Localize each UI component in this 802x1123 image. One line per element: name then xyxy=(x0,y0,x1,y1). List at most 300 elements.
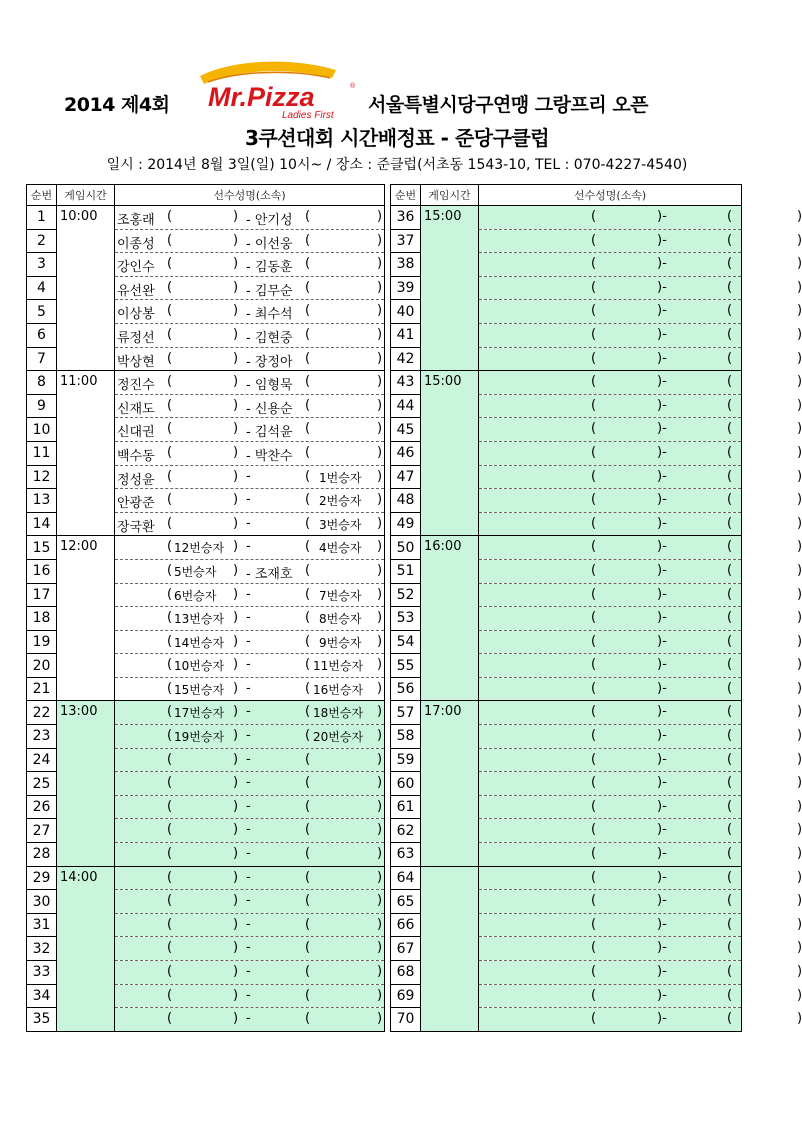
player-b-note: 2번승자 xyxy=(319,494,362,509)
paren-open: ( xyxy=(167,539,173,555)
players-cell xyxy=(115,701,385,725)
match-number: 53 xyxy=(391,607,421,631)
table-row xyxy=(391,371,742,395)
player-a-note: 15번승자 xyxy=(174,682,225,697)
paren-open: ( xyxy=(727,657,733,673)
paren-close: )- xyxy=(657,232,667,248)
paren-open: ( xyxy=(167,397,173,413)
paren-close: ) xyxy=(797,680,802,696)
paren-close: )- xyxy=(657,657,667,673)
paren-open: ( xyxy=(167,822,173,838)
player-b-name: - xyxy=(246,728,251,744)
player-b-name: - xyxy=(246,680,251,696)
player-b-name: - xyxy=(246,893,251,909)
paren-open: ( xyxy=(727,397,733,413)
paren-open: ( xyxy=(305,397,311,413)
paren-open: ( xyxy=(727,822,733,838)
paren-close: ) xyxy=(233,326,239,342)
player-a-name: 유선완 xyxy=(117,283,155,299)
player-a-name: 신재도 xyxy=(117,401,155,417)
paren-close: ) xyxy=(233,987,239,1003)
svg-text:Mr.Pizza: Mr.Pizza xyxy=(208,82,315,112)
player-b-name: - xyxy=(246,657,251,673)
paren-open: ( xyxy=(727,775,733,791)
paren-open: ( xyxy=(591,1011,597,1027)
player-a-name: 백수동 xyxy=(117,448,155,464)
paren-close: ) xyxy=(377,728,383,744)
player-b-note: 16번승자 xyxy=(313,682,364,697)
players-cell xyxy=(115,607,385,631)
paren-open: ( xyxy=(727,869,733,885)
game-time: 16:00 xyxy=(421,536,479,701)
match-number: 38 xyxy=(391,253,421,277)
players-cell xyxy=(115,890,385,914)
player-a-name: 안광준 xyxy=(117,496,155,512)
paren-close: )- xyxy=(657,326,667,342)
paren-close: )- xyxy=(657,728,667,744)
paren-close: ) xyxy=(797,209,802,224)
player-a-name: 장국환 xyxy=(117,519,155,535)
players-cell xyxy=(115,795,385,819)
paren-close: ) xyxy=(233,515,239,531)
paren-close: ) xyxy=(233,916,239,932)
paren-open: ( xyxy=(591,586,597,602)
paren-close: )- xyxy=(657,1011,667,1027)
match-number: 2 xyxy=(27,229,57,253)
table-row xyxy=(391,701,742,725)
paren-open: ( xyxy=(727,704,733,720)
match-number: 44 xyxy=(391,394,421,418)
paren-close: ) xyxy=(233,657,239,673)
paren-open: ( xyxy=(591,303,597,319)
table-row xyxy=(391,206,742,230)
paren-open: ( xyxy=(305,633,311,649)
paren-open: ( xyxy=(727,610,733,626)
player-b-name: - xyxy=(246,610,251,626)
paren-close: ) xyxy=(377,680,383,696)
players-cell xyxy=(479,984,802,1008)
paren-close: ) xyxy=(797,940,802,956)
player-a-name: 정성윤 xyxy=(117,472,155,488)
paren-close: ) xyxy=(797,822,802,838)
players-cell xyxy=(479,795,802,819)
players-cell xyxy=(115,630,385,654)
player-b-name: - 김동훈 xyxy=(246,260,293,276)
paren-open: ( xyxy=(591,492,597,508)
players-cell xyxy=(115,371,385,395)
paren-open: ( xyxy=(591,562,597,578)
paren-close: ) xyxy=(233,468,239,484)
match-number: 41 xyxy=(391,323,421,347)
table-row xyxy=(27,206,385,230)
paren-open: ( xyxy=(305,798,311,814)
paren-close: ) xyxy=(377,893,383,909)
players-cell xyxy=(479,489,802,513)
paren-open: ( xyxy=(591,728,597,744)
match-number: 54 xyxy=(391,630,421,654)
paren-open: ( xyxy=(305,846,311,862)
match-number: 30 xyxy=(27,890,57,914)
paren-open: ( xyxy=(305,326,311,342)
match-number: 5 xyxy=(27,300,57,324)
paren-close: )- xyxy=(657,610,667,626)
paren-open: ( xyxy=(591,610,597,626)
player-b-note: 4번승자 xyxy=(319,541,362,556)
paren-close: )- xyxy=(657,444,667,460)
table-row xyxy=(27,371,385,395)
player-b-name: - 김석윤 xyxy=(246,425,293,441)
player-a-name: 이상봉 xyxy=(117,307,155,323)
paren-close: ) xyxy=(233,350,239,366)
paren-open: ( xyxy=(305,987,311,1003)
paren-close: ) xyxy=(797,256,802,272)
paren-open: ( xyxy=(727,798,733,814)
paren-close: )- xyxy=(657,751,667,767)
paren-close: )- xyxy=(657,940,667,956)
players-cell xyxy=(115,725,385,749)
paren-open: ( xyxy=(727,444,733,460)
paren-close: )- xyxy=(657,633,667,649)
player-b-name: - xyxy=(246,1011,251,1027)
players-cell xyxy=(115,253,385,277)
table-row xyxy=(27,866,385,890)
player-b-name: - 박찬수 xyxy=(246,448,293,464)
paren-open: ( xyxy=(591,775,597,791)
paren-close: )- xyxy=(657,846,667,862)
player-b-name: - 신용순 xyxy=(246,401,293,417)
paren-open: ( xyxy=(591,279,597,295)
match-number: 36 xyxy=(391,206,421,230)
match-number: 39 xyxy=(391,276,421,300)
paren-close: )- xyxy=(657,209,667,224)
page-title: 3쿠션대회 시간배정표 - 준당구클럽 xyxy=(244,126,550,150)
paren-open: ( xyxy=(591,987,597,1003)
match-number: 14 xyxy=(27,512,57,536)
paren-open: ( xyxy=(305,775,311,791)
paren-close: ) xyxy=(797,421,802,437)
paren-close: )- xyxy=(657,987,667,1003)
match-number: 37 xyxy=(391,229,421,253)
paren-close: ) xyxy=(797,586,802,602)
paren-open: ( xyxy=(167,444,173,460)
paren-open: ( xyxy=(167,610,173,626)
paren-close: ) xyxy=(797,987,802,1003)
player-a-note: 12번승자 xyxy=(174,541,225,556)
players-cell xyxy=(115,913,385,937)
match-number: 61 xyxy=(391,795,421,819)
paren-open: ( xyxy=(305,728,311,744)
match-number: 20 xyxy=(27,654,57,678)
player-b-note: 3번승자 xyxy=(319,517,362,532)
paren-open: ( xyxy=(591,256,597,272)
players-cell xyxy=(479,677,802,701)
paren-close: ) xyxy=(233,209,239,224)
paren-open: ( xyxy=(167,846,173,862)
paren-close: ) xyxy=(377,232,383,248)
paren-close: ) xyxy=(377,303,383,319)
players-cell xyxy=(479,441,802,465)
player-b-name: - xyxy=(246,704,251,720)
paren-close: ) xyxy=(377,964,383,979)
header-row xyxy=(391,185,742,206)
paren-open: ( xyxy=(167,279,173,295)
player-a-name: 조홍래 xyxy=(117,213,155,228)
match-number: 15 xyxy=(27,536,57,560)
players-cell xyxy=(479,913,802,937)
players-cell xyxy=(115,677,385,701)
paren-close: ) xyxy=(233,940,239,956)
players-cell xyxy=(479,371,802,395)
paren-open: ( xyxy=(591,657,597,673)
players-cell xyxy=(479,229,802,253)
paren-close: )- xyxy=(657,421,667,437)
event-info: 일시 : 2014년 8월 3일(일) 10시~ / 장소 : 준클럽(서초동 1543-10, TEL : 070-4227-4540) xyxy=(106,157,688,173)
players-cell xyxy=(115,418,385,442)
paren-open: ( xyxy=(727,987,733,1003)
players-cell xyxy=(479,866,802,890)
player-a-note: 10번승자 xyxy=(174,659,225,674)
paren-close: ) xyxy=(377,775,383,791)
association-title: 서울특별시당구연맹 그랑프리 오픈 xyxy=(368,94,649,116)
paren-close: ) xyxy=(233,964,239,979)
paren-open: ( xyxy=(167,869,173,885)
paren-open: ( xyxy=(167,751,173,767)
paren-open: ( xyxy=(591,964,597,979)
player-a-note: 14번승자 xyxy=(174,635,225,650)
match-number: 40 xyxy=(391,300,421,324)
paren-open: ( xyxy=(167,515,173,531)
players-cell xyxy=(115,961,385,985)
paren-close: ) xyxy=(797,893,802,909)
players-cell xyxy=(479,961,802,985)
players-cell xyxy=(115,323,385,347)
paren-open: ( xyxy=(167,303,173,319)
paren-close: )- xyxy=(657,916,667,932)
match-number: 23 xyxy=(27,725,57,749)
paren-close: ) xyxy=(797,515,802,531)
players-cell xyxy=(479,819,802,843)
paren-open: ( xyxy=(305,515,311,531)
paren-close: )- xyxy=(657,562,667,578)
paren-open: ( xyxy=(727,916,733,932)
paren-close: ) xyxy=(377,987,383,1003)
paren-close: ) xyxy=(377,444,383,460)
game-time: 13:00 xyxy=(57,701,115,866)
player-b-name: - xyxy=(246,846,251,862)
paren-open: ( xyxy=(167,562,173,578)
paren-close: ) xyxy=(797,775,802,791)
match-number: 35 xyxy=(27,1008,57,1032)
player-b-name: - 김현중 xyxy=(246,330,293,346)
paren-open: ( xyxy=(305,539,311,555)
paren-open: ( xyxy=(727,256,733,272)
match-number: 3 xyxy=(27,253,57,277)
paren-close: )- xyxy=(657,893,667,909)
paren-open: ( xyxy=(305,869,311,885)
paren-open: ( xyxy=(727,728,733,744)
paren-close: ) xyxy=(233,751,239,767)
paren-open: ( xyxy=(167,728,173,744)
paren-open: ( xyxy=(305,562,311,578)
paren-close: ) xyxy=(377,633,383,649)
player-b-name: - xyxy=(246,798,251,814)
players-cell xyxy=(115,394,385,418)
paren-open: ( xyxy=(591,680,597,696)
paren-open: ( xyxy=(727,326,733,342)
paren-open: ( xyxy=(305,279,311,295)
player-b-name: - xyxy=(246,916,251,932)
paren-open: ( xyxy=(167,680,173,696)
paren-open: ( xyxy=(727,492,733,508)
game-time xyxy=(421,866,479,1031)
match-number: 67 xyxy=(391,937,421,961)
paren-open: ( xyxy=(591,374,597,390)
player-b-name: - 김무순 xyxy=(246,283,293,299)
paren-open: ( xyxy=(727,539,733,555)
paren-close: ) xyxy=(233,256,239,272)
paren-open: ( xyxy=(305,680,311,696)
game-time: 12:00 xyxy=(57,536,115,701)
paren-open: ( xyxy=(305,421,311,437)
paren-close: )- xyxy=(657,586,667,602)
paren-close: ) xyxy=(233,822,239,838)
players-cell xyxy=(479,465,802,489)
players-cell xyxy=(115,583,385,607)
paren-close: )- xyxy=(657,704,667,720)
paren-open: ( xyxy=(727,374,733,390)
paren-close: ) xyxy=(377,1011,383,1027)
paren-close: ) xyxy=(797,916,802,932)
paren-close: ) xyxy=(797,374,802,390)
column-header-num: 순번 xyxy=(27,185,57,206)
mr-pizza-logo xyxy=(186,62,358,120)
paren-open: ( xyxy=(591,869,597,885)
match-number: 46 xyxy=(391,441,421,465)
paren-close: ) xyxy=(377,515,383,531)
player-b-name: - xyxy=(246,492,251,508)
paren-close: )- xyxy=(657,468,667,484)
paren-open: ( xyxy=(591,515,597,531)
paren-close: ) xyxy=(797,468,802,484)
player-a-name: 류정선 xyxy=(117,330,155,346)
paren-close: ) xyxy=(797,444,802,460)
paren-open: ( xyxy=(305,822,311,838)
player-b-note: 7번승자 xyxy=(319,588,362,603)
player-b-name: - 장정아 xyxy=(246,354,293,370)
players-cell xyxy=(479,300,802,324)
match-number: 25 xyxy=(27,772,57,796)
players-cell xyxy=(115,465,385,489)
paren-close: )- xyxy=(657,350,667,366)
player-a-name: 박상현 xyxy=(117,354,155,370)
game-time: 11:00 xyxy=(57,371,115,536)
column-header-players: 선수성명(소속) xyxy=(115,185,385,206)
paren-close: ) xyxy=(377,657,383,673)
paren-open: ( xyxy=(167,232,173,248)
paren-close: ) xyxy=(797,846,802,862)
paren-close: ) xyxy=(377,468,383,484)
paren-open: ( xyxy=(305,303,311,319)
paren-close: ) xyxy=(377,916,383,932)
paren-close: ) xyxy=(797,657,802,673)
paren-open: ( xyxy=(591,916,597,932)
paren-close: ) xyxy=(233,846,239,862)
paren-open: ( xyxy=(591,539,597,555)
paren-open: ( xyxy=(591,232,597,248)
paren-open: ( xyxy=(727,846,733,862)
paren-close: ) xyxy=(233,1011,239,1027)
match-number: 33 xyxy=(27,961,57,985)
paren-close: ) xyxy=(377,751,383,767)
paren-close: ) xyxy=(233,680,239,696)
paren-close: ) xyxy=(797,303,802,319)
players-cell xyxy=(115,300,385,324)
players-cell xyxy=(115,937,385,961)
players-cell xyxy=(479,394,802,418)
paren-close: ) xyxy=(377,209,383,224)
players-cell xyxy=(479,536,802,560)
match-number: 13 xyxy=(27,489,57,513)
player-b-name: - xyxy=(246,987,251,1003)
player-b-name: - 이선웅 xyxy=(246,236,293,252)
match-number: 63 xyxy=(391,843,421,867)
paren-open: ( xyxy=(591,798,597,814)
players-cell xyxy=(115,819,385,843)
paren-close: ) xyxy=(797,869,802,885)
players-cell xyxy=(115,229,385,253)
paren-close: ) xyxy=(797,751,802,767)
paren-open: ( xyxy=(727,1011,733,1027)
match-number: 28 xyxy=(27,843,57,867)
match-number: 45 xyxy=(391,418,421,442)
svg-text:®: ® xyxy=(350,83,356,90)
paren-close: ) xyxy=(233,586,239,602)
paren-close: ) xyxy=(377,704,383,720)
paren-close: )- xyxy=(657,279,667,295)
paren-close: ) xyxy=(377,940,383,956)
table-row xyxy=(391,536,742,560)
player-a-note: 13번승자 xyxy=(174,612,225,627)
paren-close: ) xyxy=(233,704,239,720)
year-round: 2014 제4회 xyxy=(64,94,170,116)
paren-close: )- xyxy=(657,374,667,390)
players-cell xyxy=(479,843,802,867)
player-b-note: 20번승자 xyxy=(313,730,364,745)
paren-close: ) xyxy=(797,633,802,649)
paren-open: ( xyxy=(167,421,173,437)
paren-close: ) xyxy=(233,444,239,460)
player-b-name: - xyxy=(246,468,251,484)
player-b-name: - xyxy=(246,586,251,602)
schedule-table-left xyxy=(26,184,385,1032)
paren-close: ) xyxy=(377,869,383,885)
players-cell xyxy=(115,1008,385,1032)
paren-open: ( xyxy=(305,209,311,224)
match-number: 66 xyxy=(391,913,421,937)
paren-close: ) xyxy=(233,492,239,508)
players-cell xyxy=(115,206,385,230)
paren-open: ( xyxy=(591,846,597,862)
player-b-name: - 안기성 xyxy=(246,213,293,228)
paren-close: )- xyxy=(657,798,667,814)
match-number: 26 xyxy=(27,795,57,819)
table-row xyxy=(391,866,742,890)
paren-close: ) xyxy=(797,704,802,720)
paren-open: ( xyxy=(167,326,173,342)
paren-open: ( xyxy=(727,468,733,484)
match-number: 17 xyxy=(27,583,57,607)
match-number: 16 xyxy=(27,559,57,583)
